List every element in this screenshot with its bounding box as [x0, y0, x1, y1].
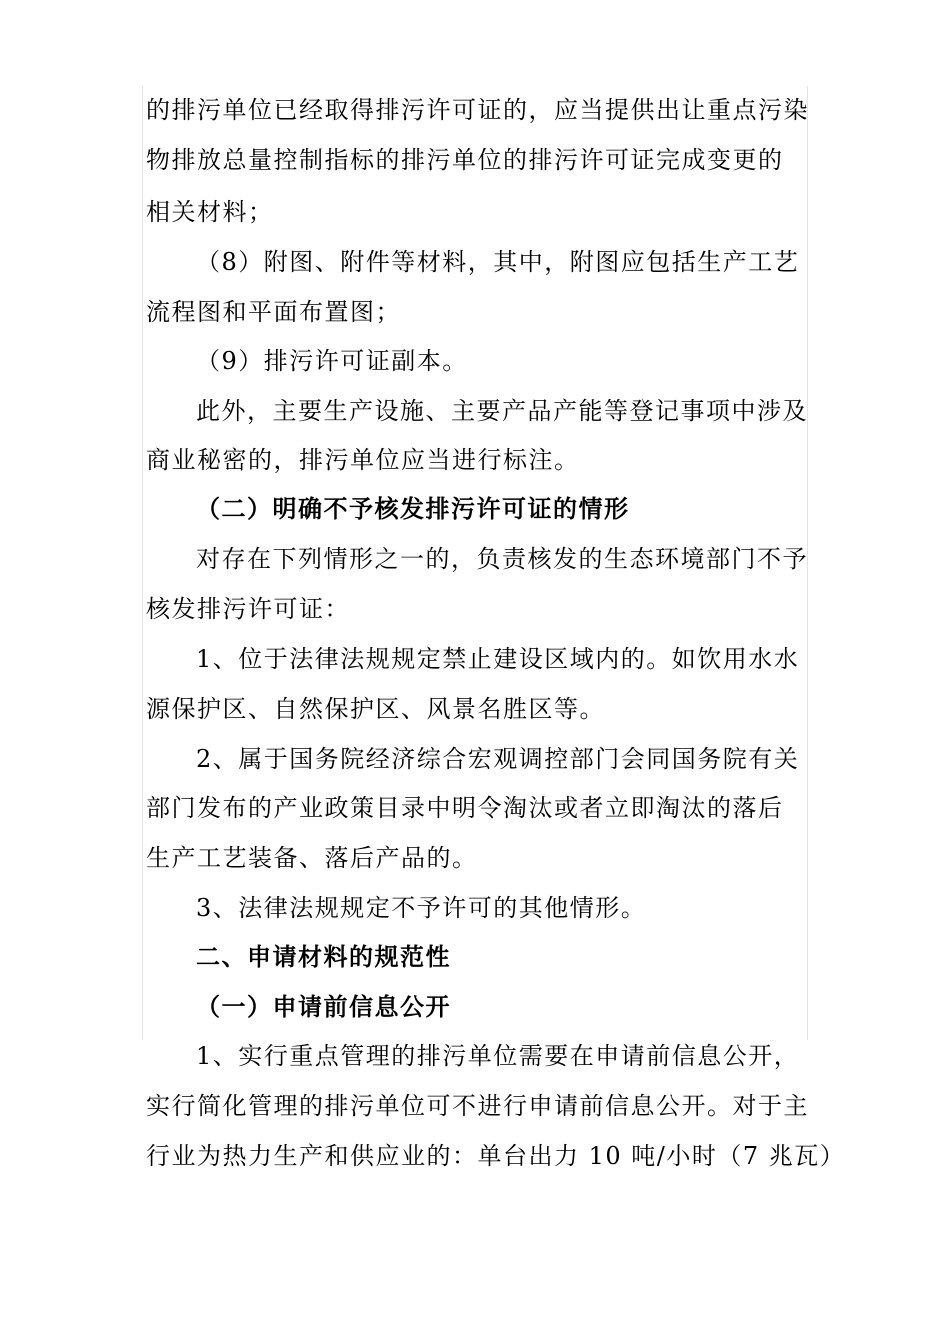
paragraph-line: 商业秘密的，排污单位应当进行标注。 — [146, 446, 580, 474]
section-heading: （一）申请前信息公开 — [196, 992, 451, 1021]
paragraph-line: 对存在下列情形之一的，负责核发的生态环境部门不予 — [196, 545, 808, 573]
page-frame-left-line — [142, 86, 143, 1040]
paragraph-line: 生产工艺装备、落后产品的。 — [146, 844, 478, 872]
paragraph-line: 此外，主要生产设施、主要产品产能等登记事项中涉及 — [196, 397, 808, 425]
list-item-3: 3、法律法规规定不予许可的其他情形。 — [196, 894, 647, 922]
list-item-8: （8）附图、附件等材料，其中，附图应包括生产工艺 — [196, 248, 800, 276]
paragraph-line: 部门发布的产业政策目录中明令淘汰或者立即淘汰的落后 — [146, 794, 784, 822]
paragraph-line: 相关材料； — [146, 198, 274, 226]
section-heading: （二）明确不予核发排污许可证的情形 — [196, 494, 630, 523]
list-item-9: （9）排污许可证副本。 — [196, 347, 468, 375]
chapter-heading: 二、申请材料的规范性 — [196, 942, 451, 971]
paragraph-line: 源保护区、自然保护区、风景名胜区等。 — [146, 695, 605, 723]
paragraph-line: 的排污单位已经取得排污许可证的，应当提供出让重点污染 — [146, 96, 809, 124]
list-item-2: 2、属于国务院经济综合宏观调控部门会同国务院有关 — [196, 745, 800, 773]
paragraph-line: 实行简化管理的排污单位可不进行申请前信息公开。对于主 — [146, 1092, 809, 1120]
list-item-1: 1、实行重点管理的排污单位需要在申请前信息公开， — [196, 1042, 800, 1070]
paragraph-line: 核发排污许可证： — [146, 595, 350, 623]
paragraph-line: 行业为热力生产和供应业的：单台出力 10 吨/小时（7 兆瓦） — [146, 1142, 846, 1170]
paragraph-line: 流程图和平面布置图； — [146, 298, 401, 326]
paragraph-line: 物排放总量控制指标的排污单位的排污许可证完成变更的 — [146, 146, 784, 174]
list-item-1: 1、位于法律法规规定禁止建设区域内的。如饮用水水 — [196, 645, 800, 673]
